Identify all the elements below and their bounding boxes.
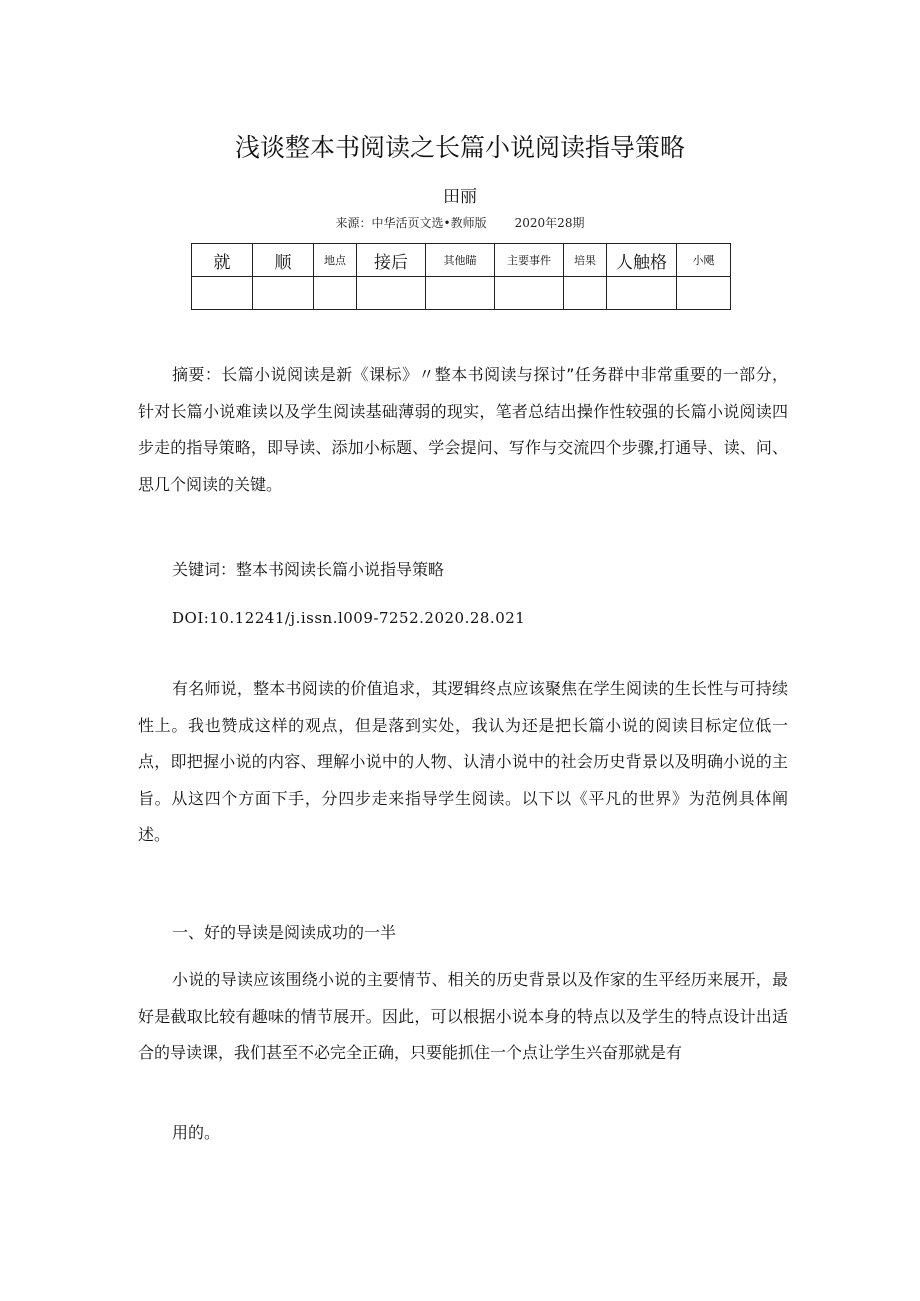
intro-paragraph: 有名师说，整本书阅读的价值追求，其逻辑终点应该聚焦在学生阅读的生长性与可持续性上。我也赞成这样的观点，但是落到实处，我认为还是把长篇小说的阅读目标定位低一点，即把握小说的内容、理解小说中的人物、认清小说中的社会历史背景以及明确小说的主旨。从这四个方面下手，分四步走来指导学生阅读。以下以《平凡的世界》为范例具体阐述。 [138, 679, 788, 844]
meta-table-cell [495, 277, 564, 310]
meta-table-header-cell: 接后 [357, 244, 426, 277]
meta-table-cell [564, 277, 607, 310]
meta-table-header-row [192, 244, 731, 277]
meta-table-cell [192, 277, 253, 310]
meta-table-cell [677, 277, 731, 310]
meta-table-header-cell: 其他瞄 [426, 244, 495, 277]
meta-table-header-cell: 培果 [564, 244, 607, 277]
keywords-line: 关键词：整本书阅读长篇小说指导策略 [172, 560, 445, 579]
abstract-paragraph: 摘要：长篇小说阅读是新《课标》〃整本书阅读与探讨”任务群中非常重要的一部分，针对长篇小说难读以及学生阅读基础薄弱的现实，笔者总结出操作性较强的长篇小说阅读四步走的指导策略，即导读、添加小标题、学会提问、写作与交流四个步骤,打通导、读、问、思几个阅读的关键。 [138, 365, 788, 494]
meta-table-row [192, 277, 731, 310]
article-author: 田丽 [443, 187, 477, 207]
meta-table-header-cell: 顺 [253, 244, 314, 277]
section-paragraph: 小说的导读应该围绕小说的主要情节、相关的历史背景以及作家的生平经历来展开，最好是截取比较有趣味的情节展开。因此，可以根据小说本身的特点以及学生的特点设计出适合的导读课，我们甚至不必完全正确，只要能抓住一个点让学生兴奋那就是有 [138, 970, 788, 1062]
meta-table-cell [314, 277, 357, 310]
meta-table-header-cell: 地点 [314, 244, 357, 277]
section-heading: 一、好的导读是阅读成功的一半 [172, 923, 397, 942]
meta-table [191, 243, 731, 310]
meta-table-cell [357, 277, 426, 310]
source-issue: 2020年28期 [514, 216, 585, 230]
meta-table-header-cell: 小飓 [677, 244, 731, 277]
meta-table-header-cell: 主要事件 [495, 244, 564, 277]
section-paragraph-tail: 用的。 [172, 1123, 221, 1142]
meta-table-cell [607, 277, 677, 310]
source-label: 来源：中华活页文选•教师版 [335, 216, 487, 230]
doi-line: DOI:10.12241∕j.issn.l009-7252.2020.28.021 [172, 609, 526, 627]
meta-table-cell [426, 277, 495, 310]
meta-table-header-cell: 就 [192, 244, 253, 277]
meta-table-header-cell: 人触格 [607, 244, 677, 277]
meta-table-cell [253, 277, 314, 310]
article-title: 浅谈整本书阅读之长篇小说阅读指导策略 [234, 133, 685, 162]
article-source [0, 214, 920, 231]
